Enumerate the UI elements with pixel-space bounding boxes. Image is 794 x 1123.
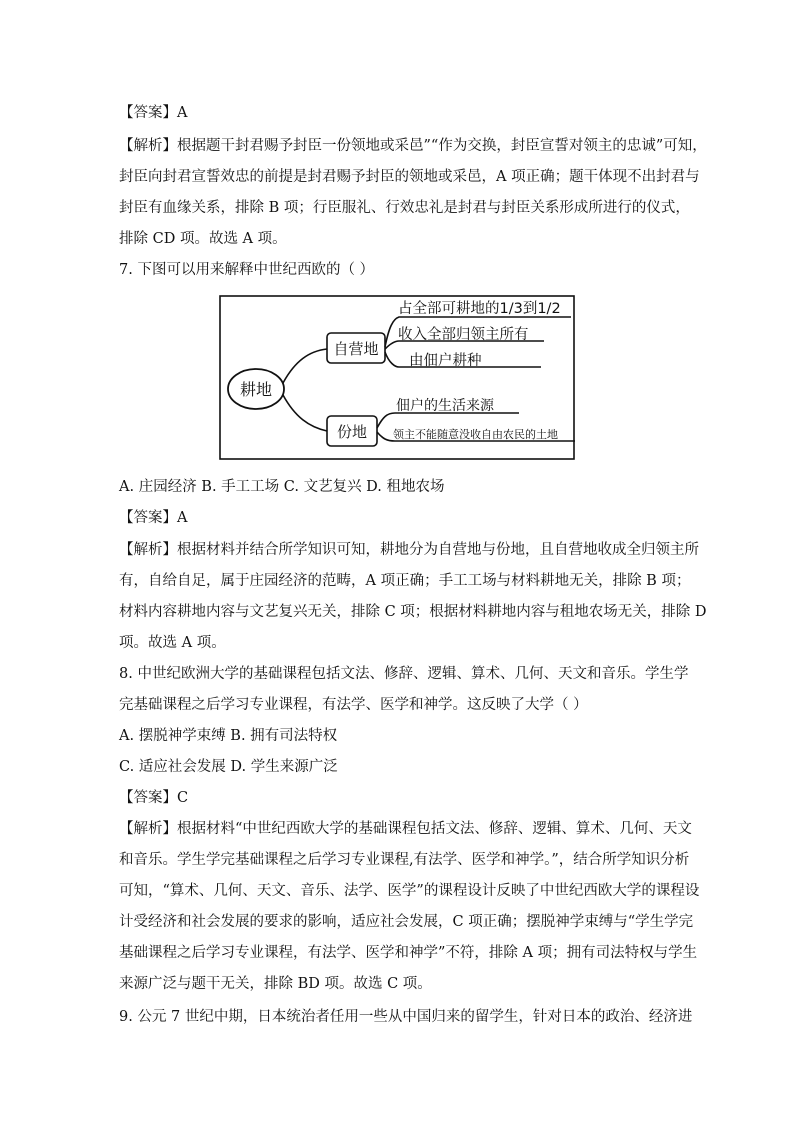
q7-analysis-line: 材料内容耕地内容与文艺复兴无关，排除 C 项；根据材料耕地内容与租地农场无关，排除 D: [119, 604, 707, 620]
q7-diagram: [219, 295, 575, 460]
q7-options: A. 庄园经济 B. 手工工场 C. 文艺复兴 D. 租地农场: [119, 479, 445, 495]
q8-stem-line: 8. 中世纪欧洲大学的基础课程包括文法、修辞、逻辑、算术、几何、天文和音乐。学生学: [119, 666, 689, 682]
q8-answer: 【答案】C: [119, 790, 189, 806]
branch2-item: 佃户的生活来源: [396, 398, 494, 414]
q7-analysis-line: 有，自给自足，属于庄园经济的范畴，A 项正确；手工工场与材料耕地无关，排除 B 项；: [119, 573, 691, 589]
q8-analysis-line: 计受经济和社会发展的要求的影响，适应社会发展，C 项正确；摆脱神学束缚与“学生学完: [119, 914, 694, 930]
q8-analysis-line: 可知，“算术、几何、天文、音乐、法学、医学”的课程设计反映了中世纪西欧大学的课程设: [119, 883, 700, 899]
branch1-item: 收入全部归领主所有: [398, 327, 529, 343]
q8-options-line: A. 摆脱神学束缚 B. 拥有司法特权: [119, 728, 338, 744]
q8-analysis-line: 基础课程之后学习专业课程，有法学、医学和神学”不符，排除 A 项；拥有司法特权与学生: [119, 945, 698, 961]
q7-analysis-line: 项。故选 A 项。: [119, 635, 226, 651]
q6-analysis-line: 封臣有血缘关系，排除 B 项；行臣服礼、行效忠礼是封君与封臣关系形成所进行的仪式，: [119, 200, 690, 216]
branch2-label: 份地: [336, 423, 368, 441]
q9-stem: 9. 公元 7 世纪中期，日本统治者任用一些从中国归来的留学生，针对日本的政治、经济进: [119, 1009, 693, 1025]
q8-analysis-line: 【解析】根据材料“中世纪西欧大学的基础课程包括文法、修辞、逻辑、算术、几何、天文: [119, 821, 692, 837]
q7-stem: 7. 下图可以用来解释中世纪西欧的（ ）: [119, 262, 375, 278]
q7-answer: 【答案】A: [119, 510, 188, 526]
q6-analysis-line: 封臣向封君宣誓效忠的前提是封君赐予封臣的领地或采邑，A 项正确；题干体现不出封君与: [119, 169, 700, 185]
q8-analysis-line: 和音乐。学生学完基础课程之后学习专业课程,有法学、医学和神学。”，结合所学知识分析: [119, 852, 690, 868]
branch1-item: 占全部可耕地的1/3到1/2: [398, 301, 561, 317]
q6-answer: 【答案】A: [119, 105, 188, 121]
branch2-item: 领主不能随意没收自由农民的土地: [393, 428, 558, 441]
branch1-item: 由佃户耕种: [409, 353, 482, 369]
q8-options-line: C. 适应社会发展 D. 学生来源广泛: [119, 759, 338, 775]
branch1-label: 自营地: [333, 340, 379, 358]
q6-analysis-line: 排除 CD 项。故选 A 项。: [119, 231, 287, 247]
q7-analysis-line: 【解析】根据材料并结合所学知识可知，耕地分为自营地与份地，且自营地收成全归领主所: [119, 542, 699, 558]
q8-analysis-line: 来源广泛与题干无关，排除 BD 项。故选 C 项。: [119, 976, 432, 992]
q6-analysis-line: 【解析】根据题干封君赐予封臣一份领地或采邑”“作为交换，封臣宣誓对领主的忠诚”可知，: [119, 138, 707, 154]
q8-stem-line: 完基础课程之后学习专业课程，有法学、医学和神学。这反映了大学（ ）: [119, 697, 588, 713]
root-label: 耕地: [239, 380, 273, 399]
